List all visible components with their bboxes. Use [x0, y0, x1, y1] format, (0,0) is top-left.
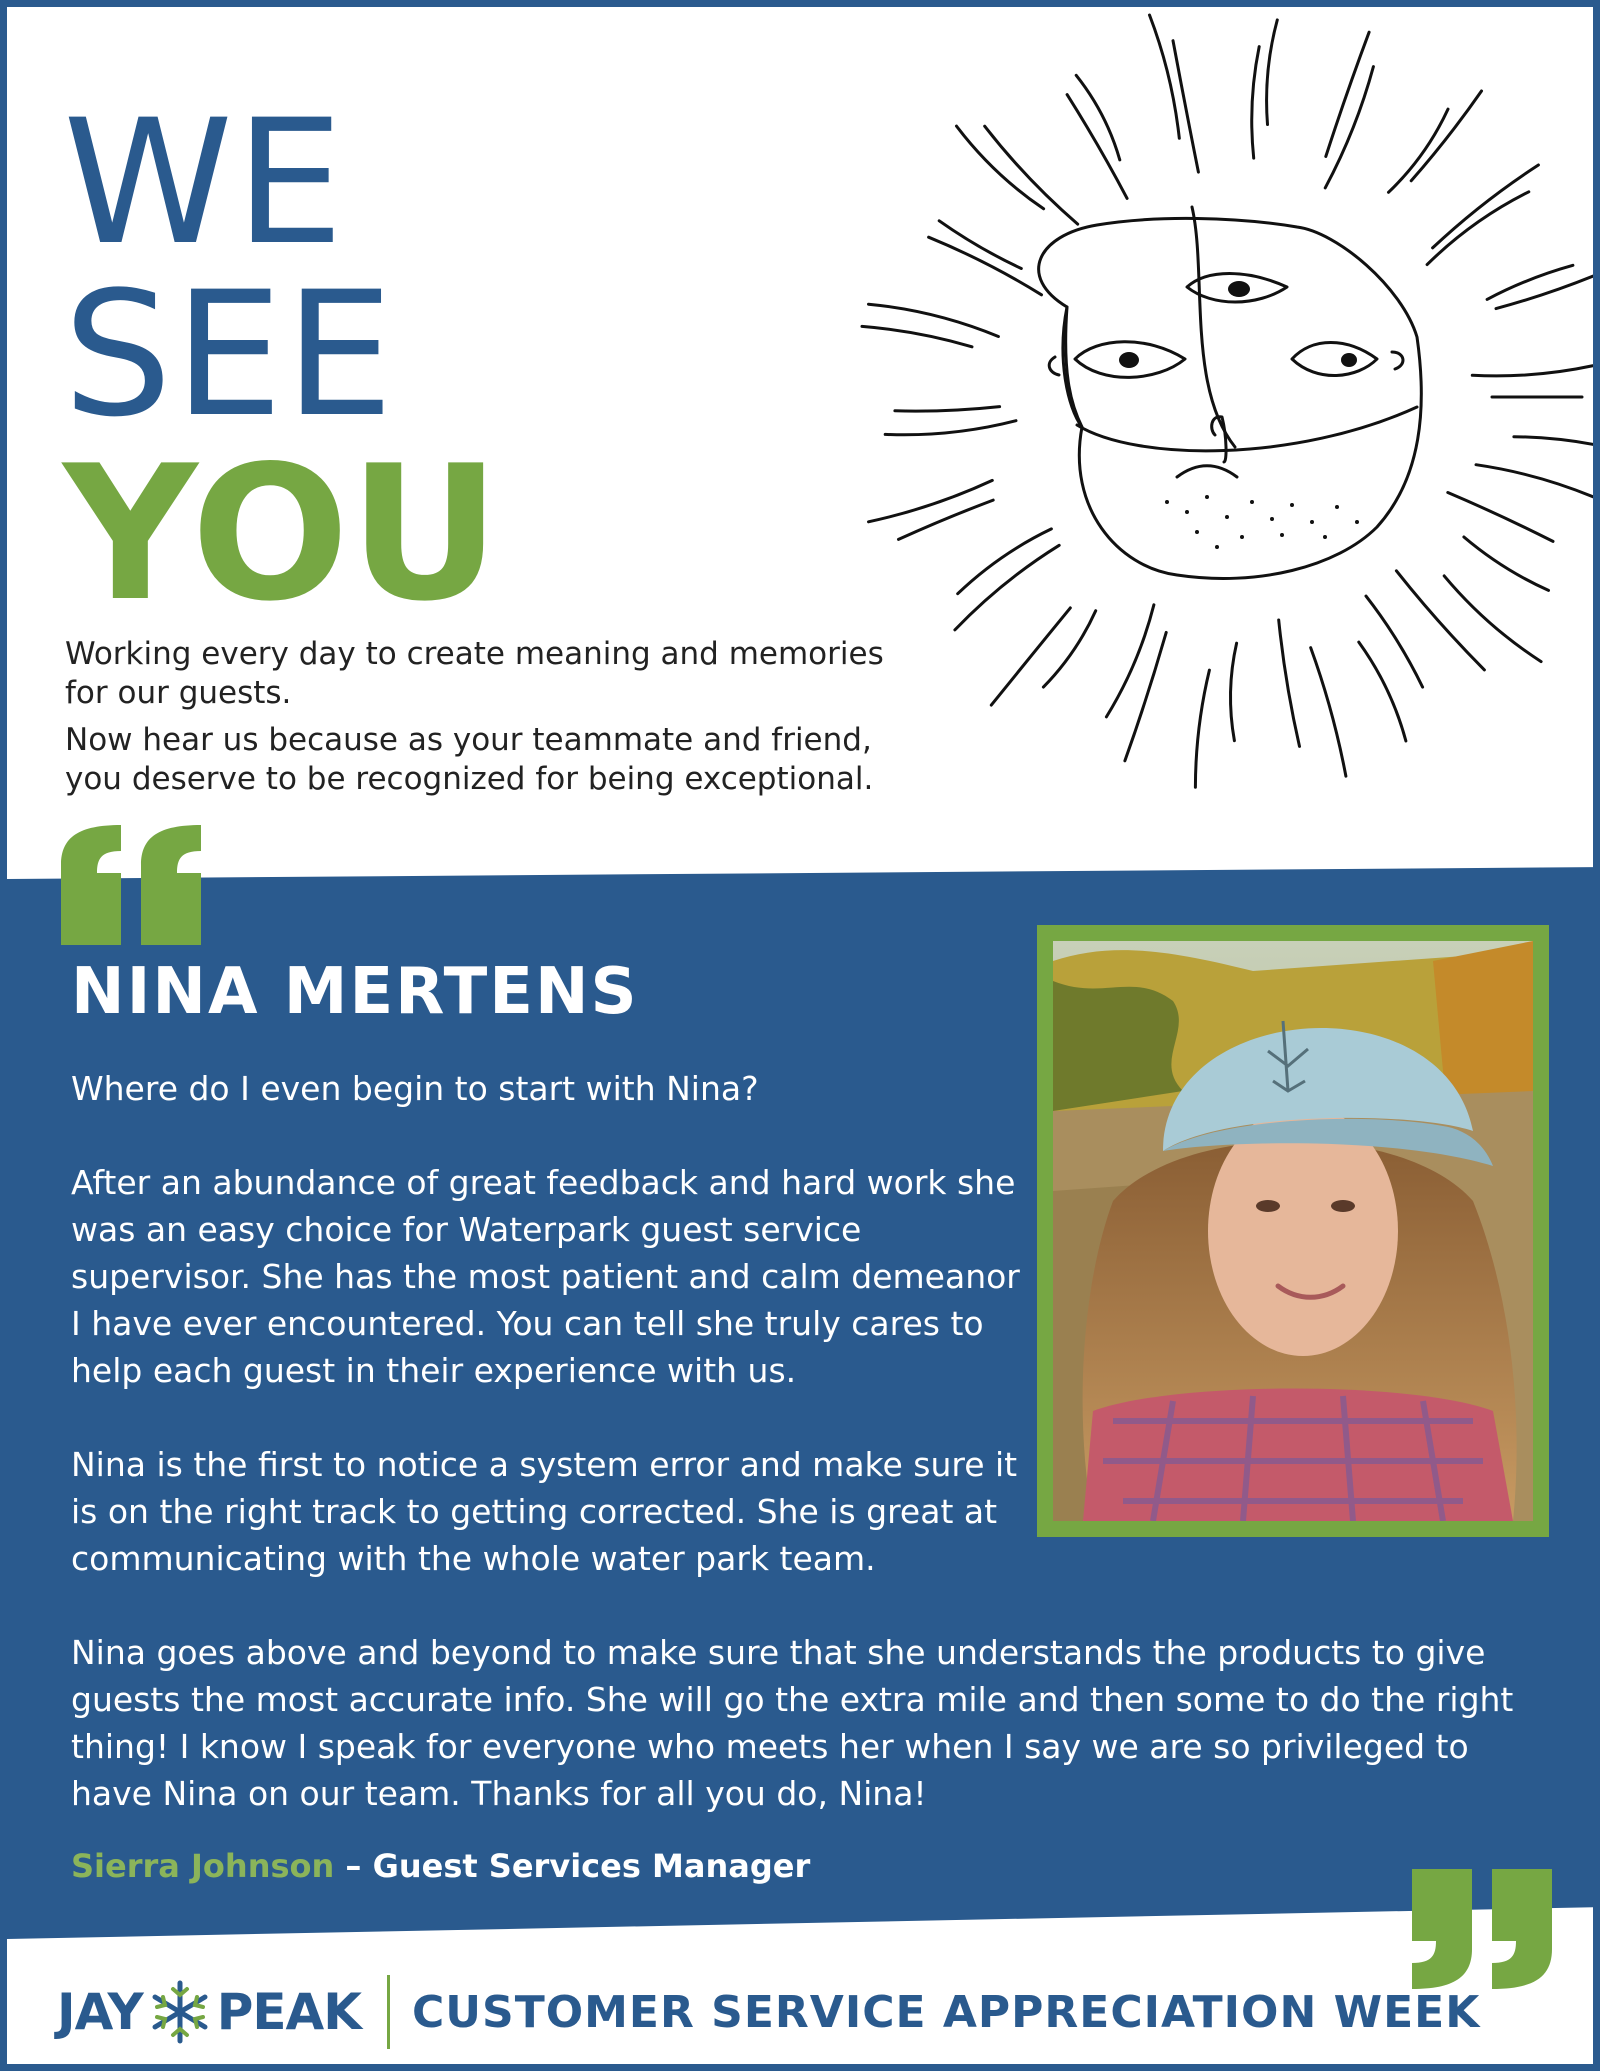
sun-ray: [1464, 537, 1549, 590]
sun-ray: [1067, 95, 1127, 199]
headline-see: SEE: [63, 254, 396, 455]
sun-ray: [1150, 15, 1180, 138]
testimonial-paragraph-1: Where do I even begin to start with Nina?: [71, 1069, 759, 1108]
sun-ray: [899, 500, 994, 539]
sun-ray: [1476, 465, 1600, 502]
footer-divider: [387, 1975, 390, 2049]
sun-ray: [991, 608, 1070, 705]
intro-paragraph-1: Working every day to create meaning and memories for our guests.: [65, 636, 884, 711]
sun-ray: [1472, 363, 1600, 376]
sun-ray: [1448, 493, 1553, 542]
logo-jay: JAY: [57, 1983, 143, 2041]
footer: [57, 1967, 1537, 2057]
sun-ray: [869, 304, 999, 336]
sun-ray: [929, 237, 1042, 295]
sun-ray: [1359, 642, 1406, 741]
signature-role: – Guest Services Manager: [345, 1847, 811, 1885]
sun-ray: [985, 126, 1078, 224]
testimonial-paragraph-4: Nina goes above and beyond to make sure that she understands the products to give guests the most accurate info. She will go the extra mile and then some to do the right thing! I know I speak for everyone who meets her when I say we are so privileged to have Nina on our team. Thanks for all you do, Nina!: [71, 1633, 1514, 1813]
signature-name: Sierra Johnson: [71, 1847, 335, 1885]
jay-peak-logo: [57, 1979, 361, 2045]
sun-ray: [1444, 576, 1541, 662]
sun-face-drawing-icon: [737, 7, 1600, 877]
photo-frame: [1037, 925, 1549, 1537]
sun-ray: [955, 545, 1059, 630]
honoree-name: NINA MERTENS: [71, 955, 639, 1029]
sun-ray: [1396, 571, 1484, 670]
sun-ray: [1267, 20, 1278, 125]
sun-ray: [957, 126, 1044, 209]
testimonial-paragraph-3: Nina is the first to notice a system error and make sure it is on the right track to getting corrected. She is great at communicating with the whole water park team.: [71, 1445, 1018, 1578]
intro-paragraph-2: Now hear us because as your teammate and friend, you deserve to be recognized for being exceptional.: [65, 722, 874, 797]
headline-we: WE: [63, 82, 346, 283]
sun-ray: [1311, 648, 1346, 777]
sun-ray: [862, 326, 972, 346]
sun-ray: [1173, 41, 1198, 172]
sun-ray: [1433, 165, 1539, 248]
sun-ray: [1411, 91, 1481, 181]
portrait-photo: [1053, 941, 1533, 1521]
sun-ray: [885, 421, 1016, 435]
sun-ray: [1125, 632, 1166, 760]
sun-ray: [1389, 109, 1449, 192]
signature: [71, 1847, 810, 1885]
snowflake-icon: [147, 1979, 213, 2045]
open-quote-icon: [61, 825, 211, 945]
sun-ray: [869, 480, 993, 521]
logo-peak: PEAK: [216, 1983, 361, 2041]
sun-ray: [1514, 437, 1600, 455]
headline-you: YOU: [63, 425, 501, 642]
sun-ray: [895, 407, 1000, 411]
sun-ray: [1366, 596, 1423, 687]
footer-title: CUSTOMER SERVICE APPRECIATION WEEK: [411, 1986, 1481, 2038]
testimonial-paragraph-2: After an abundance of great feedback and hard work she was an easy choice for Waterpark guest service supervisor. She has the most patient and calm demeanor I have ever encountered. You can tell she truly cares to help each guest in their experience with us.: [71, 1163, 1020, 1390]
sun-ray: [1279, 620, 1300, 746]
headline: [63, 82, 501, 642]
sun-ray: [1252, 47, 1259, 159]
sun-ray: [1487, 265, 1573, 299]
sun-ray: [1043, 611, 1095, 687]
sun-ray: [1427, 192, 1529, 265]
sun-ray: [1195, 670, 1209, 787]
sun-ray: [1230, 643, 1236, 741]
